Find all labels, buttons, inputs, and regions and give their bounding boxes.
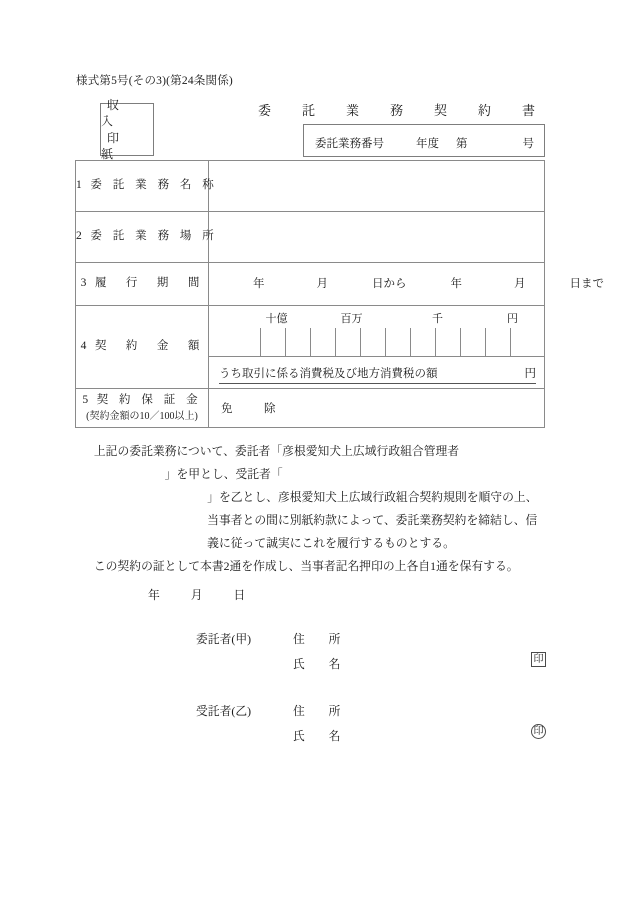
row-number: 4 — [80, 340, 87, 353]
contract-details-table — [75, 160, 604, 428]
contract-number-box — [303, 124, 545, 157]
contract-body-text — [75, 440, 547, 578]
body-paragraph-1-line-2: 」を甲とし、受託者「 — [164, 467, 283, 481]
digit-separator — [260, 328, 261, 356]
signature-name-row — [196, 727, 546, 752]
row-label-contract-bond — [76, 389, 209, 428]
amount-unit-label: 百万 — [340, 313, 363, 325]
row-number: 5 — [82, 393, 89, 406]
signature-block-trustee — [196, 702, 546, 752]
row-label-business-name — [76, 161, 218, 212]
digit-separator — [410, 328, 411, 356]
digit-separator — [460, 328, 461, 356]
signature-address-row — [196, 702, 546, 727]
revenue-stamp-line1: 収 入 — [101, 98, 144, 129]
consumption-tax-label: うち取引に係る消費税及び地方消費税の額 — [219, 368, 438, 380]
row-number: 1 — [76, 179, 82, 192]
signature-name-row — [196, 655, 546, 680]
row-label-text: 履 行 期 間 — [94, 277, 204, 290]
period-day-from: 日から — [372, 278, 407, 290]
form-number: 様式第5号(その3)(第24条関係) — [76, 75, 233, 87]
amount-unit-label: 十億 — [265, 313, 288, 325]
signature-address-label: 住 所 — [293, 704, 347, 718]
table-row — [76, 389, 545, 428]
period-day-to: 日まで — [569, 278, 604, 290]
row-label-sub: (契約金額の10／100以上) — [86, 410, 198, 422]
row-label-text: 契 約 金 額 — [94, 340, 204, 353]
digit-separator — [385, 328, 386, 356]
date-month: 月 — [190, 588, 203, 602]
contract-number-year: 年度 — [416, 138, 439, 150]
amount-digit-separators — [209, 328, 544, 356]
consumption-tax-row[interactable] — [209, 357, 544, 388]
body-paragraph-1-line-3: 」を乙とし、彦根愛知犬上広域行政組合契約規則を順守の上、当事者との間に別紙約款によって、委託業務契約を締結し、信義に従って誠実にこれを履行するものとする。 — [207, 490, 538, 550]
consumption-tax-unit: 円 — [524, 368, 536, 380]
signature-party-label: 受託者(乙) — [196, 704, 252, 718]
row-label-text: 委 託 業 務 場 所 — [90, 230, 218, 243]
row-label-text: 契 約 保 証 金 — [96, 393, 202, 406]
period-month-to: 月 — [514, 278, 526, 290]
revenue-stamp-line2: 印 紙 — [101, 130, 144, 161]
row-label-contract-amount — [76, 306, 209, 389]
signature-name-label: 氏 名 — [293, 657, 347, 671]
amount-unit-label: 千 — [432, 313, 443, 325]
contract-number-dai: 第 — [456, 138, 468, 150]
seal-stamp-icon: 印 — [531, 652, 546, 667]
amount-digit-grid[interactable] — [209, 306, 544, 356]
row-value-contract-amount[interactable] — [209, 306, 545, 389]
row-value-period[interactable] — [209, 263, 604, 306]
digit-separator — [485, 328, 486, 356]
period-month-from: 月 — [316, 278, 328, 290]
amount-unit-label: 円 — [507, 313, 518, 325]
row-label-period — [76, 263, 209, 306]
row-label-text: 委 託 業 務 名 称 — [90, 179, 218, 192]
table-row — [76, 161, 545, 212]
seal-stamp-icon: 印 — [531, 724, 546, 739]
period-year-from: 年 — [253, 278, 265, 290]
body-paragraph-1-line-1: 上記の委託業務について、委託者「彦根愛知犬上広域行政組合管理者 — [93, 444, 460, 458]
table-row — [76, 306, 545, 389]
period-year-to: 年 — [450, 278, 462, 290]
row-label-business-place — [76, 212, 218, 263]
table-row — [76, 263, 545, 306]
document-title: 委 託 業 務 契 約 書 — [258, 103, 545, 118]
date-day: 日 — [233, 588, 246, 602]
contract-number-go: 号 — [522, 138, 534, 150]
digit-separator — [285, 328, 286, 356]
digit-separator — [310, 328, 311, 356]
contract-number-label: 委託業務番号 — [315, 138, 384, 150]
revenue-stamp-box — [100, 98, 154, 161]
table-row — [76, 212, 545, 263]
signature-address-label: 住 所 — [293, 632, 347, 646]
row-value-contract-bond[interactable] — [209, 389, 545, 428]
row-value-business-place[interactable] — [209, 212, 545, 263]
digit-separator — [335, 328, 336, 356]
body-paragraph-2: この契約の証として本書2通を作成し、当事者記名押印の上各自1通を保有する。 — [93, 559, 519, 573]
digit-separator — [510, 328, 511, 356]
signature-address-row — [196, 630, 546, 655]
row-number: 2 — [76, 230, 82, 243]
row-number: 3 — [80, 277, 87, 290]
digit-separator — [435, 328, 436, 356]
date-line[interactable] — [148, 586, 245, 603]
date-year: 年 — [148, 588, 160, 602]
digit-separator — [360, 328, 361, 356]
signature-party-label: 委託者(甲) — [196, 632, 252, 646]
amount-unit-labels — [209, 310, 544, 324]
row-value-business-name[interactable] — [209, 161, 545, 212]
signature-block-entruster — [196, 630, 546, 680]
bond-exemption-text: 免 除 — [221, 403, 286, 415]
signature-name-label: 氏 名 — [293, 729, 347, 743]
body-paragraph-1 — [75, 440, 547, 555]
